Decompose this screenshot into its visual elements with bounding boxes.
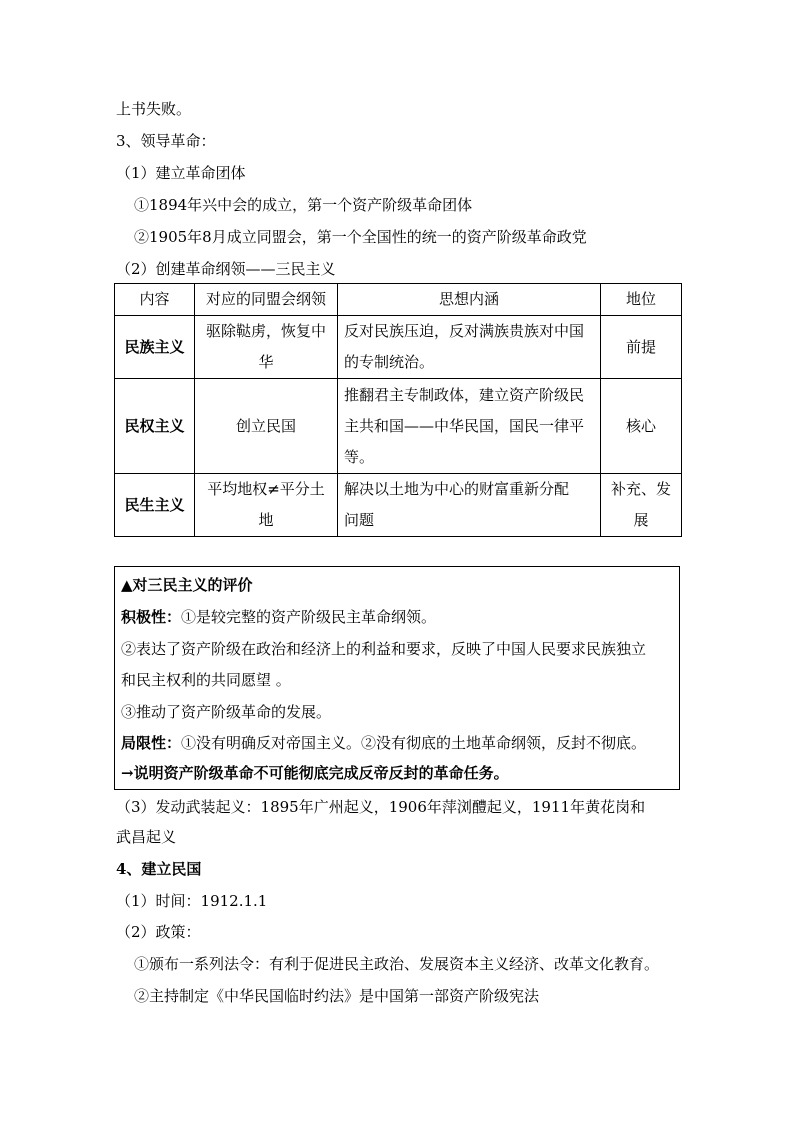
program-cell: [195, 474, 338, 537]
text-line: 武昌起义: [116, 828, 177, 846]
evaluation-box: [114, 566, 680, 790]
evaluation-line: ③推动了资产阶级革命的发展。: [121, 703, 332, 721]
evaluation-text: ①没有明确反对帝国主义。②没有彻底的土地革命纲领，反封不彻底。: [181, 734, 647, 752]
cell-line: 反对民族压迫，反对满族贵族对中国: [344, 322, 585, 340]
table-header-row: [115, 284, 682, 316]
program-cell: 创立民国: [195, 379, 338, 474]
subsection-heading: （1）建立革命团体: [116, 164, 246, 182]
cell-line: 补充、发: [610, 480, 671, 498]
cell-line: 等。: [344, 447, 375, 466]
three-principles-table: [114, 283, 682, 537]
evaluation-conclusion: →说明资产阶级革命不可能彻底完成反帝反封的革命任务。: [121, 764, 509, 782]
table-row: [115, 316, 682, 379]
evaluation-title: ▲对三民主义的评价: [121, 576, 253, 594]
list-item: ②1905年8月成立同盟会，第一个全国性的统一的资产阶级革命政党: [134, 228, 587, 246]
meaning-cell: [338, 474, 601, 537]
section-heading: 4、建立民国: [116, 860, 202, 878]
meaning-cell: [338, 379, 601, 474]
cell-line: 主共和国——中华民国，国民一律平: [344, 416, 585, 435]
table-row: [115, 379, 682, 474]
program-cell: [195, 316, 338, 379]
evaluation-line: [121, 607, 436, 627]
cell-line: 平均地权≠平分土: [207, 480, 325, 498]
text-line: （1）时间：1912.1.1: [116, 892, 268, 910]
cell-line: 展: [633, 511, 649, 529]
cell-line: 的专制统治。: [344, 353, 435, 371]
evaluation-line: [121, 733, 646, 753]
text-line: （2）政策：: [116, 923, 201, 941]
subsection-heading: （2）创建革命纲领——三民主义: [116, 260, 336, 278]
status-cell: 核心: [601, 379, 682, 474]
evaluation-line: ②表达了资产阶级在政治和经济上的利益和要求，反映了中国人民要求民族独立: [121, 640, 647, 658]
table-header-cell: 对应的同盟会纲领: [195, 284, 338, 316]
status-cell: [601, 474, 682, 537]
principle-name: 民生主义: [115, 474, 195, 537]
cell-line: 华: [258, 353, 274, 371]
table-header-cell: 思想内涵: [338, 284, 601, 316]
principle-name: 民族主义: [115, 316, 195, 379]
list-item: ②主持制定《中华民国临时约法》是中国第一部资产阶级宪法: [134, 987, 540, 1005]
table-header-cell: 地位: [601, 284, 682, 316]
limit-label: 局限性：: [121, 734, 182, 752]
positive-label: 积极性：: [121, 608, 182, 626]
principle-name: 民权主义: [115, 379, 195, 474]
status-cell: 前提: [601, 316, 682, 379]
cell-line: 推翻君主专制政体，建立资产阶级民: [344, 385, 585, 404]
cell-line: 驱除鞑虏，恢复中: [205, 322, 326, 340]
text-line: 上书失败。: [116, 100, 192, 118]
text-line: （3）发动武装起义：1895年广州起义，1906年萍浏醴起义，1911年黄花岗和: [116, 798, 646, 816]
section-heading: 3、领导革命：: [116, 132, 216, 150]
evaluation-line: 和民主权利的共同愿望 。: [121, 671, 291, 689]
evaluation-text: ①是较完整的资产阶级民主革命纲领。: [181, 608, 437, 626]
list-item: ①颁布一系列法令：有利于促进民主政治、发展资本主义经济、改革文化教育。: [134, 955, 660, 973]
list-item: ①1894年兴中会的成立，第一个资产阶级革命团体: [134, 196, 473, 214]
table-header-cell: 内容: [115, 284, 195, 316]
cell-line: 问题: [344, 511, 375, 529]
cell-line: 地: [258, 511, 274, 529]
cell-line: 解决以土地为中心的财富重新分配: [344, 480, 570, 498]
meaning-cell: [338, 316, 601, 379]
table-row: [115, 474, 682, 537]
